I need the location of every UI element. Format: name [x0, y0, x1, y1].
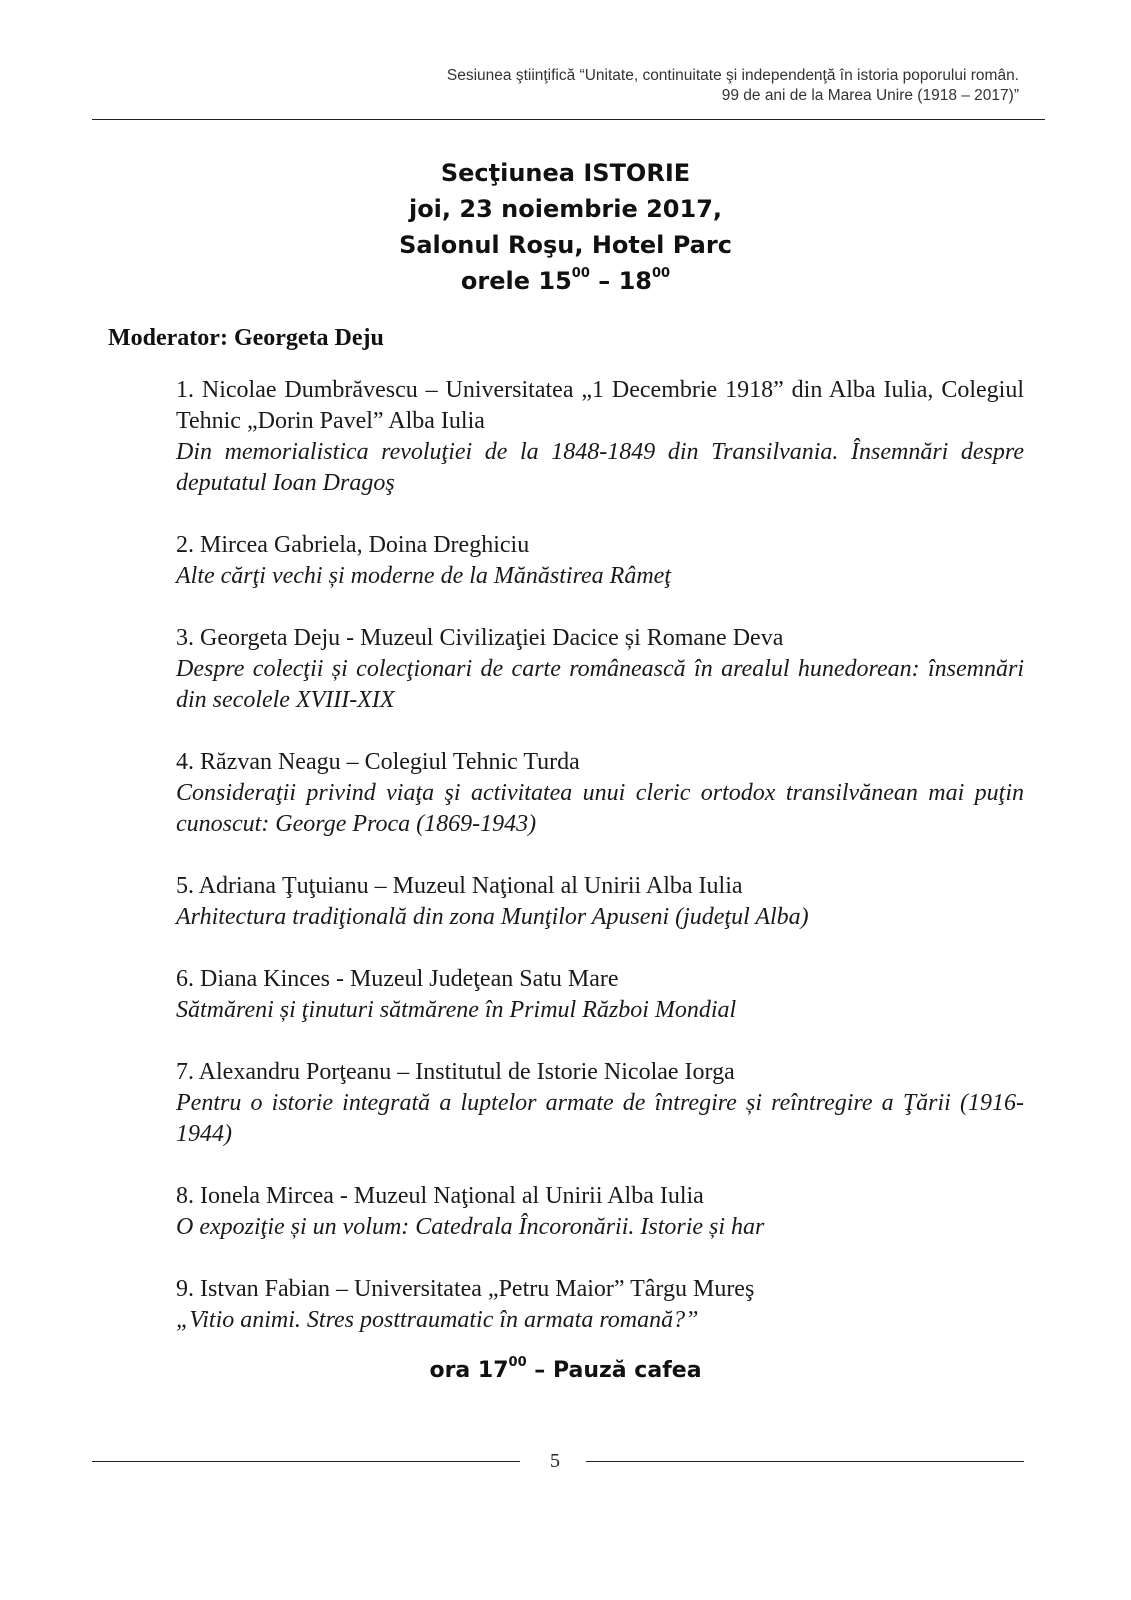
talk-speaker: 8. Ionela Mircea - Muzeul Naţional al Unirii Alba Iulia	[176, 1183, 704, 1209]
coffee-break	[0, 1354, 1131, 1383]
talk-item	[176, 964, 1024, 1026]
talk-title: Din memorialistica revoluţiei de la 1848-1849 din Transilvania. Însemnări despre deputatul Ioan Dragoş	[176, 439, 1024, 496]
talk-item	[176, 1057, 1024, 1150]
section-date: joi, 23 noiembrie 2017,	[408, 195, 723, 223]
talk-title: Arhitectura tradiţională din zona Munţilor Apuseni (judeţul Alba)	[176, 904, 809, 930]
page-number: 5	[550, 1450, 560, 1472]
hours-start: orele 15	[460, 267, 572, 295]
running-header	[447, 66, 1019, 106]
talk-speaker: 2. Mircea Gabriela, Doina Dreghiciu	[176, 532, 530, 558]
running-header-line-1: Sesiunea ştiinţifică “Unitate, continuitate şi independenţă în istoria poporului român.	[446, 67, 1019, 84]
talk-title: Alte cărţi vechi și moderne de la Mănăstirea Râmeţ	[176, 563, 671, 589]
coffee-break-minutes: 00	[508, 1354, 527, 1370]
talk-item	[176, 1274, 1024, 1336]
section-heading	[0, 155, 1131, 299]
talk-speaker: 6. Diana Kinces - Muzeul Judeţean Satu Mare	[176, 966, 619, 992]
talk-list	[176, 375, 1024, 1367]
moderator: Moderator: Georgeta Deju	[108, 325, 384, 351]
coffee-break-time: ora 17	[429, 1358, 509, 1383]
footer-divider-right	[586, 1461, 1024, 1462]
section-title: Secţiunea ISTORIE	[440, 159, 691, 187]
talk-speaker: 5. Adriana Ţuţuianu – Muzeul Naţional al Unirii Alba Iulia	[176, 873, 743, 899]
talk-speaker: 9. Istvan Fabian – Universitatea „Petru Maior” Târgu Mureş	[176, 1276, 755, 1302]
talk-title: Despre colecţii și colecţionari de carte românească în arealul hunedorean: însemnări din secolele XVIII-XIX	[176, 656, 1024, 713]
section-venue: Salonul Roşu, Hotel Parc	[399, 231, 732, 259]
talk-item	[176, 871, 1024, 933]
coffee-break-label: – Pauză cafea	[526, 1358, 702, 1383]
talk-title: Consideraţii privind viaţa şi activitatea unui cleric ortodox transilvănean mai puţin cunoscut: George Proca (1869-1943)	[176, 780, 1024, 837]
talk-item	[176, 747, 1024, 840]
talk-speaker: 3. Georgeta Deju - Muzeul Civilizaţiei Dacice și Romane Deva	[176, 625, 784, 651]
talk-title: O expoziţie și un volum: Catedrala Încoronării. Istorie și har	[176, 1214, 765, 1240]
talk-speaker: 7. Alexandru Porţeanu – Institutul de Istorie Nicolae Iorga	[176, 1059, 735, 1085]
section-hours	[0, 263, 1131, 299]
hours-start-minutes: 00	[571, 266, 590, 281]
talk-speaker: 4. Răzvan Neagu – Colegiul Tehnic Turda	[176, 749, 580, 775]
talk-speaker: 1. Nicolae Dumbrăvescu – Universitatea „1 Decembrie 1918” din Alba Iulia, Colegiul Tehnic „Dorin Pavel” Alba Iulia	[176, 377, 1024, 434]
running-header-line-2: 99 de ani de la Marea Unire (1918 – 2017)”	[721, 87, 1019, 104]
hours-end-minutes: 00	[651, 266, 671, 281]
footer-divider-left	[92, 1461, 520, 1462]
talk-title: Pentru o istorie integrată a luptelor armate de întregire și reîntregire a Ţării (1916-1944)	[176, 1090, 1024, 1147]
talk-item	[176, 1181, 1024, 1243]
header-divider	[92, 119, 1045, 120]
talk-item	[176, 375, 1024, 499]
talk-item	[176, 623, 1024, 716]
talk-title: „Vitio animi. Stres posttraumatic în armata romană?”	[176, 1307, 699, 1333]
hours-end: – 18	[589, 267, 652, 295]
talk-item	[176, 530, 1024, 592]
talk-title: Sătmăreni și ţinuturi sătmărene în Primul Război Mondial	[176, 997, 737, 1023]
